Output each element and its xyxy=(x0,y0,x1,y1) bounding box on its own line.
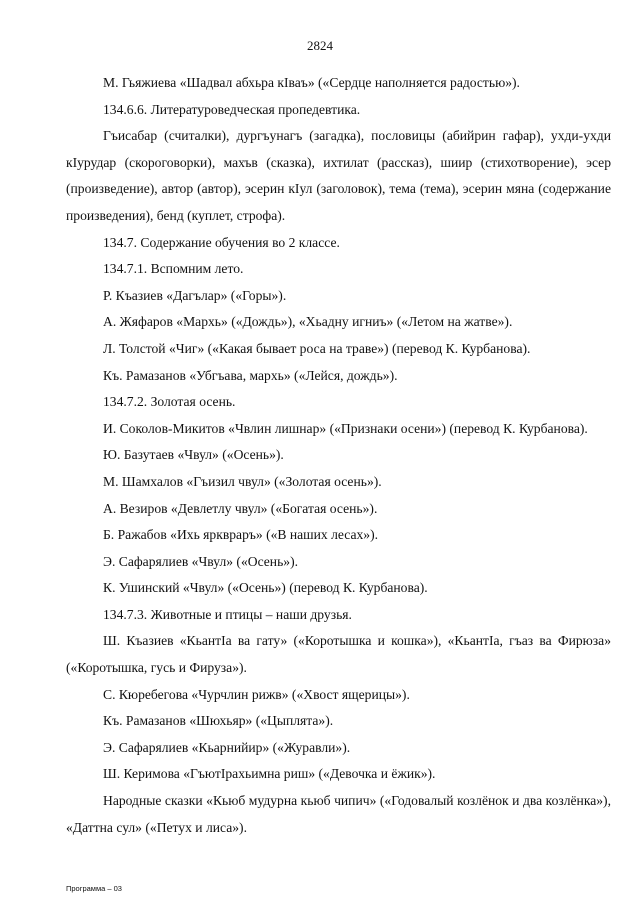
paragraph: Р. Къазиев «Дагълар» («Горы»). xyxy=(103,287,287,303)
paragraph: Э. Сафарялиев «Кьарнийир» («Журавли»). xyxy=(103,739,351,755)
page-number: 2824 xyxy=(307,38,333,53)
paragraph: Ш. Керимова «ГъютIрахьимна риш» («Девочка и ёжик»). xyxy=(103,766,436,782)
section-heading: 134.7.1. Вспомним лето. xyxy=(103,261,244,277)
paragraph: М. Шамхалов «Гъизил чвул» («Золотая осень»). xyxy=(103,473,382,489)
paragraph: Ю. Базутаев «Чвул» («Осень»). xyxy=(103,447,284,463)
paragraph: М. Гьяжиева «Шадвал абхьра кIваъ» («Сердце наполняется радостью»). xyxy=(103,75,520,90)
section-heading: 134.7. Содержание обучения во 2 классе. xyxy=(103,234,340,250)
section-heading: 134.6.6. Литературоведческая пропедевтика. xyxy=(103,101,361,117)
paragraph: К. Ушинский «Чвул» («Осень») (перевод К. Курбанова). xyxy=(103,580,428,596)
paragraph: А. Везиров «Девлетлу чвул» («Богатая осень»). xyxy=(103,500,378,516)
paragraph: Къ. Рамазанов «Шюхьяр» («Цыплята»). xyxy=(103,713,334,729)
paragraph: И. Соколов-Микитов «Чвлин лишнар» («Признаки осени») (перевод К. Курбанова). xyxy=(103,420,588,436)
paragraph: Народные сказки «Кьюб мудурна кьюб чипич» («Годовалый козлёнок и два козлёнка»), «Даттна сул» («Петух и лиса»). xyxy=(66,793,611,835)
paragraph: А. Жяфаров «Мархь» («Дождь»), «Хьадну игниъ» («Летом на жатве»). xyxy=(103,314,513,330)
footer-label: Программа – 03 xyxy=(66,884,122,893)
paragraph: Къ. Рамазанов «Убгъава, мархь» («Лейся, дождь»). xyxy=(103,367,398,383)
paragraph: Л. Толстой «Чиг» («Какая бывает роса на траве») (перевод К. Курбанова). xyxy=(103,340,531,356)
paragraph: Б. Ражабов «Ихь ярквраръ» («В наших лесах»). xyxy=(103,527,379,543)
paragraph: С. Кюребегова «Чурчлин рижв» («Хвост ящерицы»). xyxy=(103,686,410,702)
section-heading: 134.7.3. Животные и птицы – наши друзья. xyxy=(103,606,352,622)
paragraph: Э. Сафарялиев «Чвул» («Осень»). xyxy=(103,553,299,569)
section-heading: 134.7.2. Золотая осень. xyxy=(103,394,236,410)
paragraph: Ш. Къазиев «КьантIа ва гату» («Коротышка и кошка»), «КьантIа, гъаз ва Фирюза» («Коротышка, гусь и Фируза»). xyxy=(66,633,611,676)
paragraph: Гъисабар (считалки), дургъунагъ (загадка), пословицы (абийрин гафар), ухди-ухди кIурудар (скороговорки), махъв (сказка), ихтилат (рассказ), шиир (стихотворение), эсер (произведение), автор (автор), эсерин кIул (заголовок), тема (тема), эсерин мяна (содержание произведения), бенд (куплет, строфа). xyxy=(66,128,611,223)
document-body xyxy=(66,70,611,841)
